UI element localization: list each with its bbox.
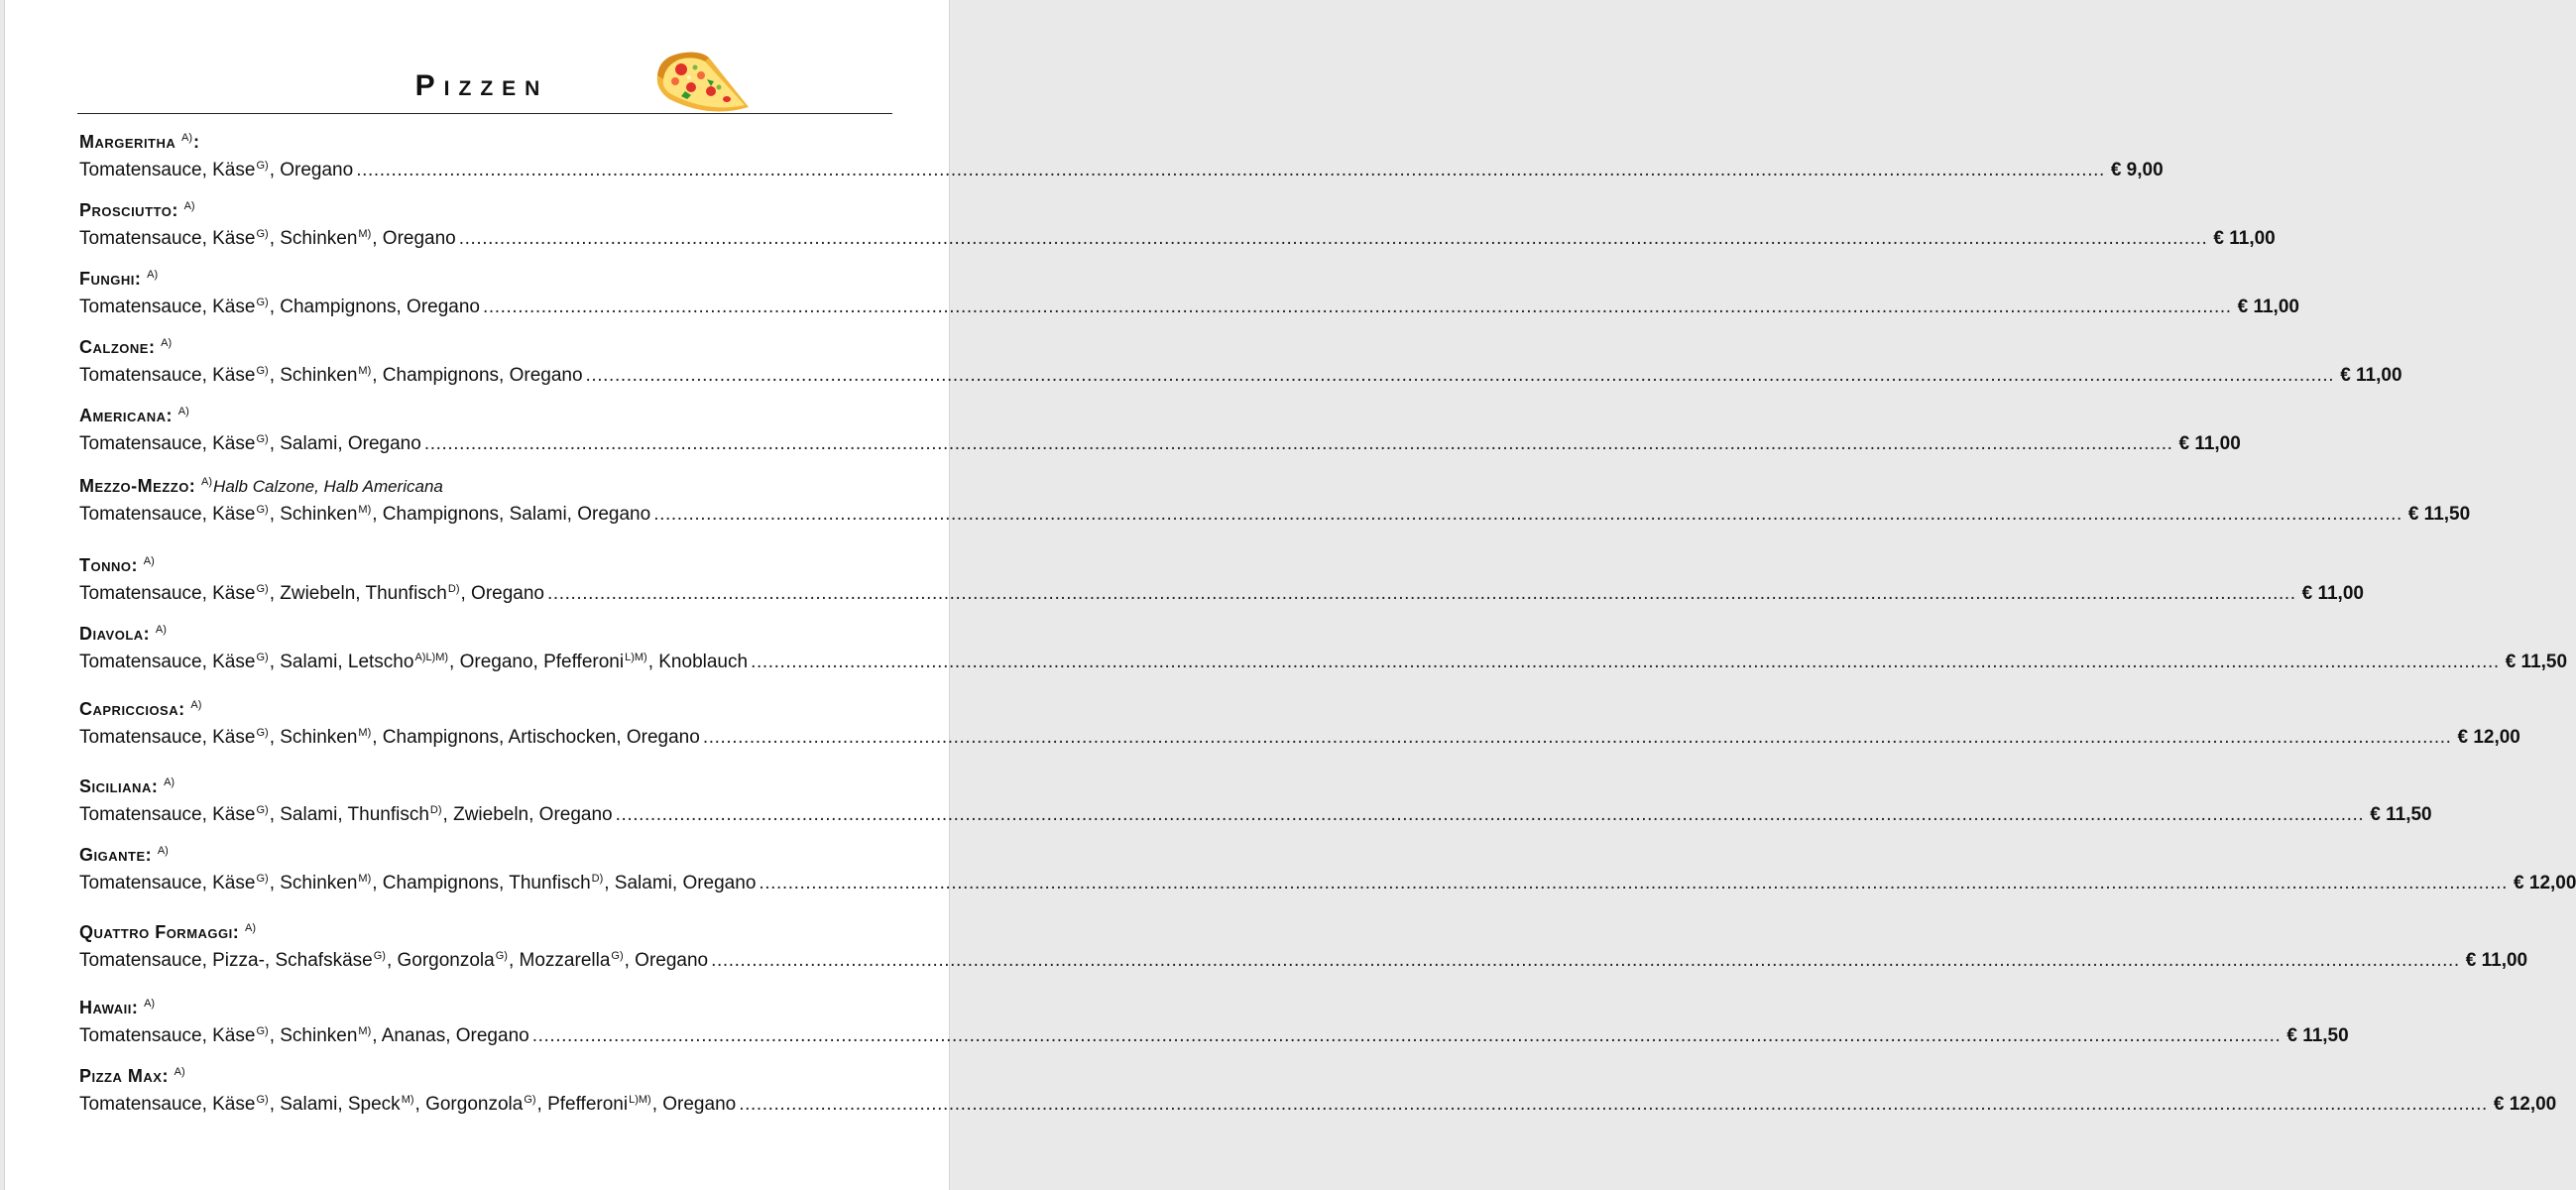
ingredient-text: Tomatensauce, Käse [79, 652, 256, 672]
allergen-code: A) [157, 845, 169, 857]
item-price: € 11,50 [2370, 804, 2432, 825]
item-name-suffix: : [193, 132, 200, 152]
item-ingredients [79, 727, 700, 749]
ingredient-text: , Schinken [269, 365, 358, 386]
ingredient-text: , Salami, Thunfisch [269, 804, 429, 825]
allergen-code: M) [401, 1094, 414, 1106]
ingredient-text: Tomatensauce, Käse [79, 1025, 256, 1046]
ingredient-text: , Schinken [269, 873, 358, 893]
item-ingredients [79, 873, 756, 894]
item-ingredients [79, 297, 480, 318]
dot-leader: ............................................................................................................................................................................................................................................................................................................ [751, 652, 2500, 672]
allergen-code: G) [256, 365, 269, 377]
ingredient-text: , Zwiebeln, Oregano [442, 804, 613, 825]
item-heading [79, 269, 907, 293]
item-price: € 11,00 [2465, 950, 2528, 971]
item-name: Pizza Max: [79, 1066, 169, 1086]
ingredient-text: , Salami, Letscho [269, 652, 414, 672]
allergen-code: G) [611, 950, 624, 962]
allergen-code: M) [358, 1025, 372, 1037]
item-name: Diavola: [79, 624, 151, 644]
ingredient-text: Tomatensauce, Käse [79, 873, 256, 893]
allergen-code: G) [373, 950, 386, 962]
ingredient-text: , Oregano [269, 160, 354, 180]
allergen-code: D) [429, 804, 442, 816]
item-price: € 11,00 [2301, 583, 2364, 604]
ingredient-text: Tomatensauce, Käse [79, 297, 256, 317]
item-name: Tonno: [79, 555, 138, 575]
allergen-code: A) [177, 406, 189, 417]
dot-leader: ............................................................................................................................................................................................................................................................................................................ [585, 365, 2335, 386]
item-price: € 12,00 [2493, 1094, 2557, 1115]
item-name: Siciliana: [79, 776, 159, 796]
allergen-code: A) [190, 699, 202, 711]
allergen-code: G) [256, 804, 269, 816]
allergen-code: A) [144, 998, 156, 1010]
item-ingredients [79, 1025, 529, 1047]
ingredient-text: , Schinken [269, 727, 358, 748]
ingredient-text: Tomatensauce, Käse [79, 804, 256, 825]
ingredient-text: , Schinken [269, 504, 358, 525]
item-heading [79, 699, 907, 723]
allergen-code: G) [256, 1094, 269, 1106]
ingredient-text: Tomatensauce, Käse [79, 583, 256, 604]
ingredient-text: , Schinken [269, 1025, 358, 1046]
ingredient-text: , Oregano [651, 1094, 737, 1115]
item-ingredients [79, 228, 456, 250]
allergen-code: A) [164, 776, 176, 788]
item-heading [79, 476, 907, 500]
allergen-code: D) [591, 873, 604, 885]
ingredient-text: Tomatensauce, Käse [79, 727, 256, 748]
item-name: Margeritha [79, 132, 176, 152]
item-price: € 11,00 [2237, 297, 2299, 317]
item-price: € 12,00 [2457, 727, 2520, 748]
allergen-code: G) [256, 228, 269, 240]
ingredient-text: Tomatensauce, Käse [79, 1094, 256, 1115]
allergen-code: G) [256, 433, 269, 445]
item-heading [79, 922, 907, 946]
allergen-code: L)M) [629, 1094, 651, 1106]
allergen-code: M) [358, 727, 372, 739]
ingredient-text: Tomatensauce, Käse [79, 228, 256, 249]
item-heading [79, 998, 907, 1021]
dot-leader: ............................................................................................................................................................................................................................................................................................................ [711, 950, 2460, 971]
allergen-code: A) [201, 476, 213, 488]
allergen-code: A) [155, 624, 167, 636]
allergen-code: G) [256, 160, 269, 172]
item-description-line [79, 297, 2299, 318]
ingredient-text: Tomatensauce, Käse [79, 365, 256, 386]
allergen-code: A)L)M) [414, 652, 449, 663]
allergen-code: A) [183, 200, 195, 212]
item-ingredients [79, 160, 353, 181]
menu-item [79, 699, 2520, 749]
item-heading [79, 555, 907, 579]
allergen-code: G) [256, 297, 269, 308]
item-price: € 11,00 [2213, 228, 2276, 249]
menu-item [79, 776, 2432, 826]
ingredient-text: , Salami, Oregano [269, 433, 421, 454]
allergen-code: M) [358, 228, 372, 240]
dot-leader: ............................................................................................................................................................................................................................................................................................................ [356, 160, 2105, 180]
menu-item [79, 998, 2349, 1047]
item-name: Gigante: [79, 845, 153, 865]
ingredient-text: Tomatensauce, Käse [79, 504, 256, 525]
ingredient-text: , Oregano, Pfefferoni [449, 652, 625, 672]
allergen-code: D) [447, 583, 460, 595]
item-ingredients [79, 365, 583, 387]
item-heading [79, 1066, 907, 1090]
item-heading [79, 132, 907, 156]
ingredient-text: , Knoblauch [647, 652, 749, 672]
item-description-line [79, 950, 2528, 972]
item-description-line [79, 583, 2364, 605]
dot-leader: ............................................................................................................................................................................................................................................................................................................ [759, 873, 2509, 893]
menu-item [79, 132, 2164, 181]
ingredient-text: , Champignons, Oregano [269, 297, 480, 317]
ingredient-text: Tomatensauce, Käse [79, 160, 256, 180]
menu-item [79, 269, 2299, 318]
item-price: € 11,50 [2286, 1025, 2349, 1046]
item-ingredients [79, 652, 748, 673]
dot-leader: ............................................................................................................................................................................................................................................................................................................ [423, 433, 2173, 454]
item-price: € 9,00 [2110, 160, 2164, 180]
allergen-code: G) [256, 727, 269, 739]
dot-leader: ............................................................................................................................................................................................................................................................................................................ [531, 1025, 2282, 1046]
item-heading [79, 337, 907, 361]
allergen-code: M) [358, 365, 372, 377]
ingredient-text: , Salami, Speck [269, 1094, 401, 1115]
ingredient-text: Tomatensauce, Käse [79, 433, 256, 454]
allergen-code: A) [161, 337, 173, 349]
ingredient-text: , Ananas, Oregano [372, 1025, 529, 1046]
ingredient-text: , Oregano [460, 583, 544, 604]
allergen-code: G) [256, 652, 269, 663]
item-ingredients [79, 1094, 736, 1116]
dot-leader: ............................................................................................................................................................................................................................................................................................................ [653, 504, 2402, 525]
allergen-code: G) [256, 583, 269, 595]
ingredient-text: Tomatensauce, Pizza-, Schafskäse [79, 950, 373, 971]
item-heading [79, 845, 907, 869]
item-ingredients [79, 804, 613, 826]
ingredient-text: , Champignons, Artischocken, Oregano [372, 727, 700, 748]
menu-item [79, 845, 2576, 894]
allergen-code: M) [358, 504, 372, 516]
item-heading [79, 406, 907, 429]
item-description-line [79, 727, 2520, 749]
menu-item [79, 406, 2241, 455]
item-description-line [79, 504, 2471, 526]
menu-item [79, 555, 2364, 605]
page-title: Pizzen [414, 69, 549, 102]
allergen-code: A) [181, 132, 193, 144]
item-description-line [79, 160, 2164, 181]
allergen-code: G) [524, 1094, 536, 1106]
allergen-code: A) [143, 555, 155, 567]
allergen-code: A) [147, 269, 159, 281]
item-heading [79, 200, 907, 224]
ingredient-text: , Champignons, Salami, Oregano [372, 504, 651, 525]
item-description-line [79, 873, 2576, 894]
allergen-code: L)M) [625, 652, 647, 663]
item-price: € 11,00 [2340, 365, 2402, 386]
item-ingredients [79, 504, 650, 526]
item-description-line [79, 1025, 2349, 1047]
menu-item [79, 476, 2471, 526]
allergen-code: A) [174, 1066, 185, 1078]
allergen-code: M) [358, 873, 372, 885]
item-name: Hawaii: [79, 998, 139, 1017]
item-description-line [79, 652, 2568, 673]
item-price: € 11,00 [2178, 433, 2241, 454]
item-name: Quattro Formaggi: [79, 922, 240, 942]
ingredient-text: , Pfefferoni [536, 1094, 629, 1115]
item-name: Mezzo-Mezzo: [79, 476, 196, 496]
menu-page [4, 0, 2576, 1190]
item-name: Capricciosa: [79, 699, 185, 719]
item-description-line [79, 228, 2276, 250]
ingredient-text: , Oregano [372, 228, 456, 249]
item-name: Americana: [79, 406, 174, 425]
menu-item [79, 624, 2568, 673]
menu-item [79, 1066, 2557, 1116]
item-price: € 11,50 [2505, 652, 2568, 672]
dot-leader: ............................................................................................................................................................................................................................................................................................................ [702, 727, 2452, 748]
title-divider [77, 113, 892, 114]
allergen-code: G) [256, 1025, 269, 1037]
item-price: € 11,50 [2407, 504, 2471, 525]
dot-leader: ............................................................................................................................................................................................................................................................................................................ [739, 1094, 2488, 1115]
menu-item [79, 922, 2528, 972]
item-description-line [79, 433, 2241, 455]
item-ingredients [79, 433, 421, 455]
ingredient-text: , Mozzarella [508, 950, 611, 971]
item-heading [79, 776, 907, 800]
item-name: Calzone: [79, 337, 156, 357]
menu-item [79, 200, 2276, 250]
item-note: Halb Calzone, Halb Americana [213, 477, 443, 496]
allergen-code: G) [495, 950, 508, 962]
allergen-code: A) [244, 922, 256, 934]
item-price: € 12,00 [2514, 873, 2576, 893]
dot-leader: ............................................................................................................................................................................................................................................................................................................ [546, 583, 2296, 604]
ingredient-text: , Champignons, Thunfisch [372, 873, 591, 893]
ingredient-text: , Zwiebeln, Thunfisch [269, 583, 447, 604]
ingredient-text: , Champignons, Oregano [372, 365, 583, 386]
ingredient-text: , Gorgonzola [414, 1094, 524, 1115]
item-name: Prosciutto: [79, 200, 178, 220]
item-ingredients [79, 583, 544, 605]
item-description-line [79, 365, 2402, 387]
dot-leader: ............................................................................................................................................................................................................................................................................................................ [615, 804, 2365, 825]
dot-leader: ............................................................................................................................................................................................................................................................................................................ [458, 228, 2208, 249]
item-description-line [79, 1094, 2557, 1116]
item-heading [79, 624, 907, 648]
item-description-line [79, 804, 2432, 826]
item-name: Funghi: [79, 269, 142, 289]
ingredient-text: , Oregano [624, 950, 709, 971]
dot-leader: ............................................................................................................................................................................................................................................................................................................ [482, 297, 2232, 317]
item-ingredients [79, 950, 708, 972]
menu-item [79, 337, 2402, 387]
allergen-code: G) [256, 504, 269, 516]
ingredient-text: , Gorgonzola [386, 950, 495, 971]
ingredient-text: , Salami, Oregano [604, 873, 757, 893]
ingredient-text: , Schinken [269, 228, 358, 249]
pizza-slice-icon [649, 48, 753, 119]
allergen-code: G) [256, 873, 269, 885]
